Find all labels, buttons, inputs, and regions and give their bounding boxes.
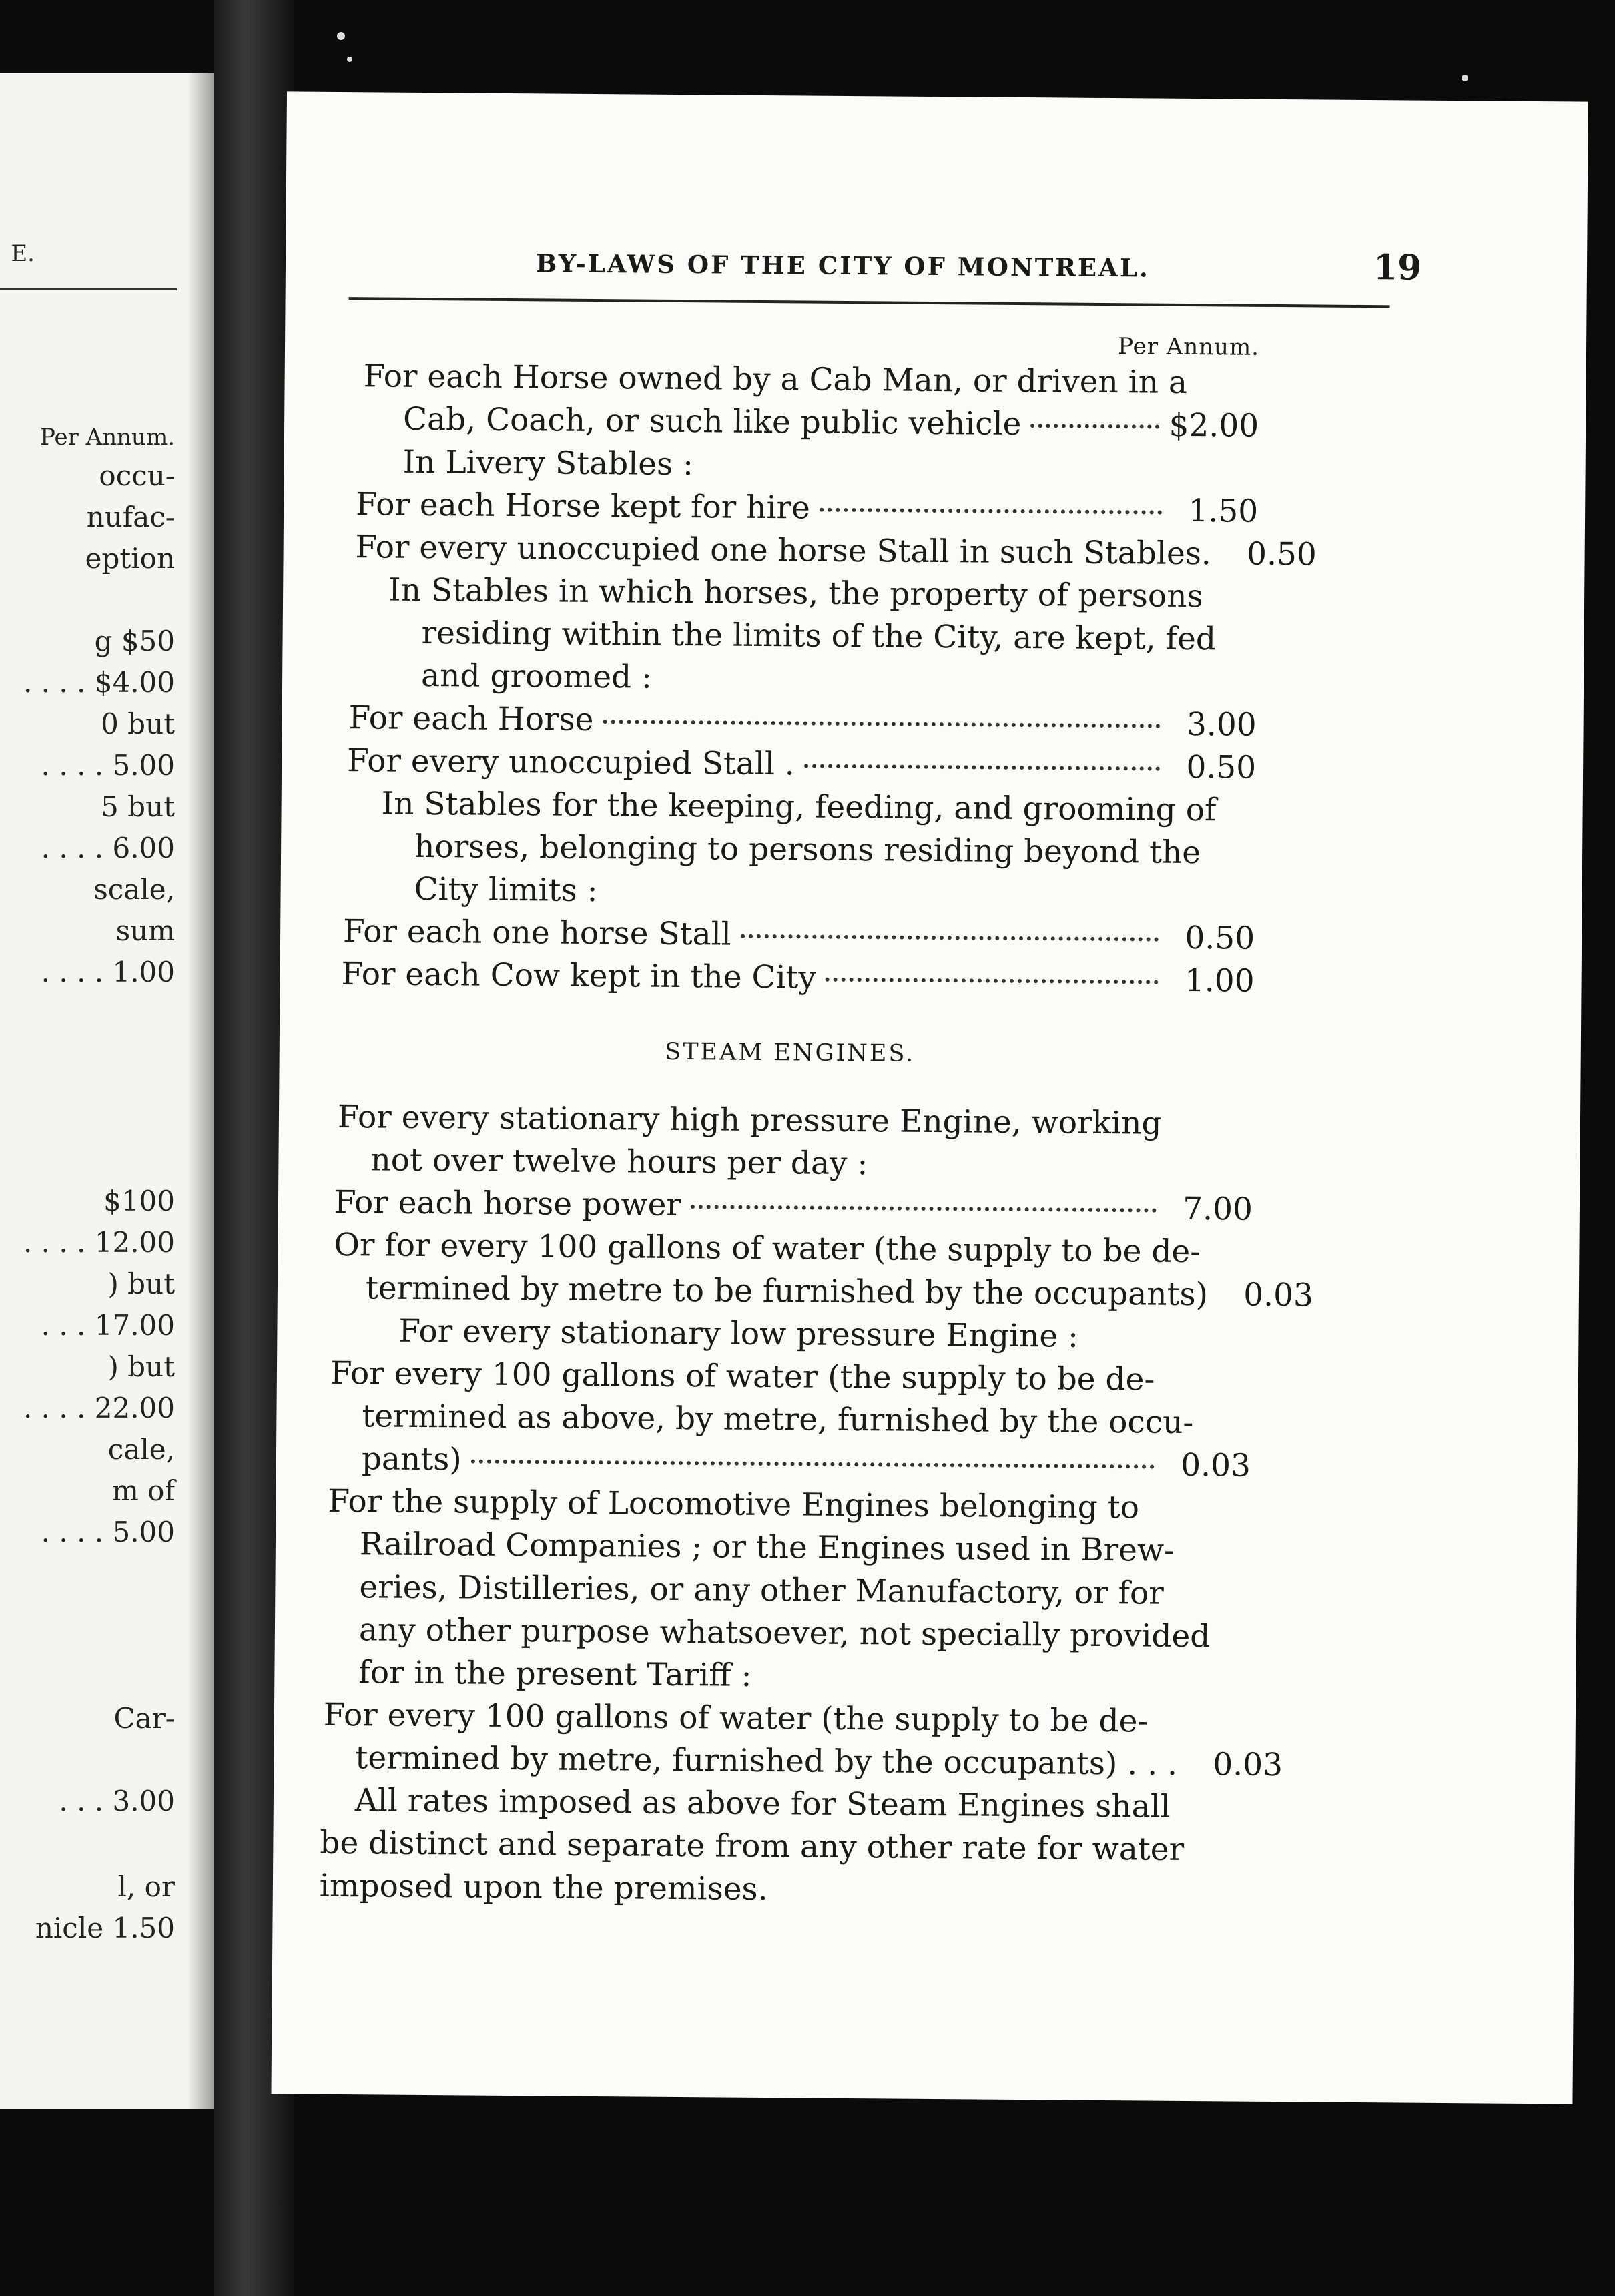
per-annum-heading: Per Annum. [1118,333,1260,361]
text-line: City limits : [414,870,598,910]
page-number: 19 [1373,247,1422,288]
leader-dots [691,1205,1157,1212]
running-head: BY-LAWS OF THE CITY OF MONTREAL. [535,248,1151,283]
text-line: and groomed : [420,657,653,696]
text-line: termined as above, by metre, furnished by the occu- [362,1398,1194,1442]
text-line: for in the present Tariff : [358,1654,752,1694]
left-line: eption [85,542,175,575]
text-line: not over twelve hours per day : [370,1141,868,1183]
text-line: For every stationary high pressure Engine, working [337,1098,1162,1142]
left-line: ) but [107,1267,175,1300]
header-rule [349,297,1390,308]
entry-amount: $2.00 [1169,406,1259,445]
left-line: l, or [117,1870,175,1903]
entry-description: For every unoccupied one horse Stall in such Stables. [355,529,1212,573]
left-line: . . . . 22.00 [23,1392,175,1424]
text-line: imposed upon the premises. [319,1867,768,1908]
page-header [286,246,1587,296]
subheading: For every stationary low pressure Engine : [398,1312,1079,1355]
text-line: For every 100 gallons of water (the supply to be de- [323,1696,1149,1740]
entry-description: pants) [361,1440,462,1478]
leader-dots [826,978,1159,984]
subheading: In Livery Stables : [402,443,694,483]
left-line: . . . 3.00 [59,1785,175,1817]
tariff-entry-horse-power [325,1181,1253,1231]
text-line: Railroad Companies ; or the Engines used in Brew- [359,1526,1175,1569]
entry-description: Cab, Coach, or such like public vehicle [402,400,1022,443]
entry-amount: 0.03 [1243,1276,1314,1314]
leader-dots [804,764,1160,770]
text-line: any other purpose whatsoever, not specially provided [358,1611,1211,1655]
entry-amount: 0.03 [1181,1446,1251,1484]
left-line: occu- [99,459,175,492]
text-line: be distinct and separate from any other rate for water [320,1824,1185,1868]
tariff-entry-gallons [324,1267,1314,1317]
entry-amount: 0.03 [1213,1746,1283,1784]
tariff-entry-low-pressure [323,1438,1251,1488]
tariff-entry-cab [331,398,1259,448]
left-line: . . . . 5.00 [41,749,175,782]
leader-dots [603,720,1160,728]
entry-amount: 1.00 [1184,962,1255,1000]
tariff-entry-locomotive [320,1737,1283,1787]
left-line: cale, [107,1433,175,1466]
left-line: sum [115,914,175,947]
left-header-rule [0,288,177,290]
speck [1462,75,1468,81]
left-line: . . . . 12.00 [23,1226,175,1259]
tariff-entry-hire [330,483,1258,533]
entry-description: termined by metre, furnished by the occupants) . . . [355,1739,1178,1783]
left-line: m of [111,1474,175,1507]
left-line: $100 [103,1185,175,1217]
left-facing-page [0,73,214,2109]
leader-dots [1030,424,1159,429]
left-line: nicle 1.50 [35,1912,175,1944]
text-line: For every 100 gallons of water (the supply to be de- [330,1354,1155,1398]
text-line: All rates imposed as above for Steam Engines shall [354,1782,1171,1825]
leader-dots [741,934,1159,942]
tariff-entry-cow [326,953,1254,1003]
left-line: g $50 [94,625,175,657]
document-page [271,91,1588,2104]
left-line: Car- [113,1702,175,1735]
left-line: nufac- [86,501,175,533]
section-title-steam-engines: STEAM ENGINES. [665,1038,916,1067]
left-line: . . . . $4.00 [23,666,175,699]
entry-amount: 1.50 [1188,492,1259,530]
text-line: Or for every 100 gallons of water (the supply to be de- [334,1226,1201,1271]
entry-amount: 0.50 [1246,535,1317,573]
entry-description: For every unoccupied Stall . [346,742,795,783]
left-line: . . . . 1.00 [41,956,175,988]
left-header-fragment: E. [11,240,35,267]
tariff-entry-stall [330,526,1317,576]
speck [337,32,345,40]
entry-amount: 3.00 [1186,705,1257,744]
text-line: residing within the limits of the City, are kept, fed [421,614,1217,658]
entry-description: termined by metre to be furnished by the occupants) [365,1269,1209,1314]
speck [347,57,352,62]
entry-amount: 0.50 [1185,919,1255,957]
left-line: ) but [107,1350,175,1383]
entry-description: For each horse power [334,1183,682,1224]
entry-description: For each Horse kept for hire [355,486,811,527]
text-line: In Stables for the keeping, feeding, and grooming of [381,785,1217,829]
text-line: horses, belonging to persons residing beyond the [414,828,1201,872]
entry-amount: 7.00 [1183,1190,1253,1228]
tariff-entry-unoccupied-stall [328,740,1256,790]
left-line: . . . . 6.00 [41,832,175,864]
entry-description: For each one horse Stall [342,913,731,953]
entry-amount: 0.50 [1186,748,1257,786]
text-line: eries, Distilleries, or any other Manufactory, or for [359,1568,1164,1612]
text-line: In Stables in which horses, the property of persons [388,571,1203,615]
tariff-entry-each-horse [328,697,1256,747]
left-line: . . . . 5.00 [41,1516,175,1548]
leader-dots [820,508,1162,515]
tariff-content [319,326,1317,1915]
left-column-head: Per Annum. [40,424,175,451]
text-line: For each Horse owned by a Cab Man, or driven in a [363,358,1188,401]
left-line: scale, [93,873,175,906]
page-shadow [187,73,214,2109]
tariff-entry-one-horse-stall [327,910,1255,960]
entry-description: For each Horse [348,699,594,738]
entry-description: For each Cow kept in the City [341,956,817,996]
leader-dots [471,1460,1155,1469]
text-line: For the supply of Locomotive Engines belonging to [328,1482,1140,1526]
left-line: 0 but [101,707,175,740]
left-line: 5 but [101,790,175,823]
left-line: . . . 17.00 [41,1309,175,1342]
